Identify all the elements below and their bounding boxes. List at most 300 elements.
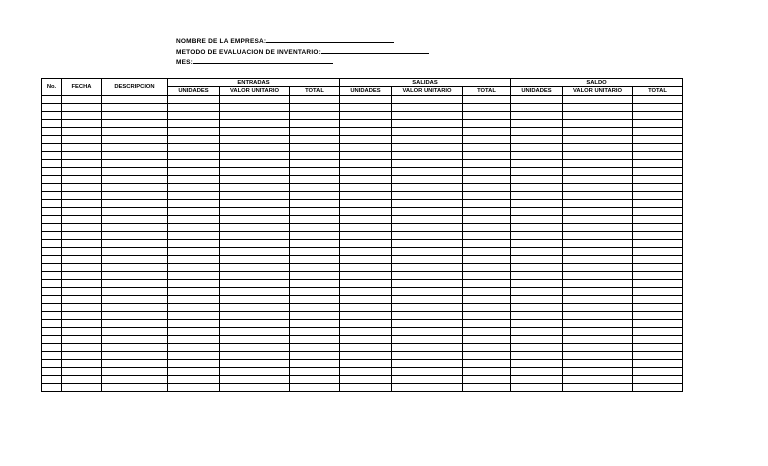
table-cell [633,248,683,256]
table-cell [563,232,633,240]
table-cell [220,160,290,168]
table-cell [220,248,290,256]
table-row [42,352,683,360]
table-cell [511,120,563,128]
table-cell [290,376,340,384]
table-cell [563,256,633,264]
table-cell [511,128,563,136]
table-cell [511,360,563,368]
table-cell [62,152,102,160]
table-cell [511,200,563,208]
table-cell [102,344,168,352]
table-cell [290,96,340,104]
table-cell [463,256,511,264]
table-cell [392,216,463,224]
table-cell [168,208,220,216]
table-cell [42,168,62,176]
table-cell [340,232,392,240]
table-cell [102,128,168,136]
table-cell [42,96,62,104]
table-cell [62,224,102,232]
table-cell [220,208,290,216]
table-cell [102,168,168,176]
table-cell [633,264,683,272]
table-cell [511,176,563,184]
table-cell [633,184,683,192]
table-cell [392,120,463,128]
table-cell [102,336,168,344]
table-cell [340,128,392,136]
table-row [42,208,683,216]
table-cell [62,112,102,120]
table-cell [511,96,563,104]
table-cell [220,184,290,192]
table-cell [340,352,392,360]
table-cell [220,280,290,288]
table-cell [168,360,220,368]
table-cell [563,336,633,344]
table-cell [290,368,340,376]
table-cell [633,136,683,144]
table-cell [633,104,683,112]
table-cell [392,272,463,280]
table-cell [340,152,392,160]
table-cell [463,240,511,248]
table-cell [168,264,220,272]
table-cell [102,248,168,256]
table-cell [220,376,290,384]
table-cell [511,280,563,288]
table-cell [102,112,168,120]
table-cell [511,288,563,296]
table-cell [392,176,463,184]
table-cell [511,192,563,200]
table-cell [42,224,62,232]
salidas-valor-unitario-header: VALOR UNITARIO [392,87,463,96]
table-cell [633,192,683,200]
empresa-row [176,36,429,47]
table-cell [563,344,633,352]
table-cell [340,104,392,112]
table-cell [102,96,168,104]
table-cell [563,200,633,208]
table-cell [511,304,563,312]
table-cell [62,320,102,328]
table-row [42,280,683,288]
table-row [42,184,683,192]
table-cell [392,360,463,368]
mes-label: MES: [176,59,194,66]
table-row [42,136,683,144]
table-cell [340,272,392,280]
table-cell [633,368,683,376]
table-cell [633,208,683,216]
table-cell [290,232,340,240]
table-cell [102,280,168,288]
table-cell [168,96,220,104]
table-cell [220,128,290,136]
table-cell [563,192,633,200]
table-cell [220,304,290,312]
table-cell [102,360,168,368]
table-cell [633,144,683,152]
table-cell [102,328,168,336]
table-cell [563,224,633,232]
table-cell [290,136,340,144]
table-cell [62,272,102,280]
table-cell [42,312,62,320]
table-cell [62,160,102,168]
table-cell [290,312,340,320]
table-cell [168,272,220,280]
table-cell [633,168,683,176]
table-cell [42,272,62,280]
table-cell [392,168,463,176]
table-row [42,296,683,304]
table-cell [102,312,168,320]
table-cell [463,304,511,312]
table-cell [102,104,168,112]
table-cell [62,184,102,192]
table-row [42,344,683,352]
saldo-unidades-header: UNIDADES [511,87,563,96]
table-cell [42,112,62,120]
table-cell [392,96,463,104]
table-cell [511,376,563,384]
table-cell [340,384,392,392]
table-row [42,200,683,208]
table-cell [463,120,511,128]
table-cell [511,232,563,240]
table-cell [392,264,463,272]
table-cell [633,224,683,232]
table-cell [62,176,102,184]
table-cell [633,336,683,344]
table-cell [463,368,511,376]
table-cell [340,320,392,328]
table-cell [62,192,102,200]
table-cell [168,192,220,200]
table-cell [633,120,683,128]
table-cell [633,256,683,264]
table-cell [463,168,511,176]
table-cell [102,184,168,192]
table-cell [168,336,220,344]
table-cell [62,256,102,264]
table-cell [168,216,220,224]
table-cell [102,296,168,304]
table-cell [220,368,290,376]
table-cell [290,328,340,336]
table-cell [290,256,340,264]
table-cell [563,144,633,152]
table-cell [340,208,392,216]
table-cell [340,112,392,120]
table-cell [168,184,220,192]
table-cell [220,120,290,128]
table-cell [102,224,168,232]
table-cell [42,352,62,360]
entradas-total-header: TOTAL [290,87,340,96]
salidas-unidades-header: UNIDADES [340,87,392,96]
table-cell [62,368,102,376]
table-cell [290,160,340,168]
table-cell [340,184,392,192]
table-cell [340,192,392,200]
table-cell [220,344,290,352]
table-cell [392,160,463,168]
table-cell [102,256,168,264]
table-cell [168,144,220,152]
table-cell [392,208,463,216]
table-cell [511,152,563,160]
table-cell [290,384,340,392]
table-cell [340,120,392,128]
table-cell [168,344,220,352]
table-cell [168,256,220,264]
table-row [42,240,683,248]
table-cell [392,232,463,240]
table-cell [563,176,633,184]
table-cell [62,136,102,144]
entradas-unidades-header: UNIDADES [168,87,220,96]
table-cell [290,152,340,160]
table-cell [42,368,62,376]
table-cell [511,104,563,112]
empresa-label: NOMBRE DE LA EMPRESA: [176,38,267,45]
table-cell [102,160,168,168]
table-cell [62,288,102,296]
table-cell [42,192,62,200]
table-cell [168,288,220,296]
table-cell [220,360,290,368]
table-cell [392,256,463,264]
table-cell [62,360,102,368]
table-cell [463,320,511,328]
col-header-no: No. [42,79,62,96]
table-cell [463,344,511,352]
table-cell [633,280,683,288]
table-cell [42,144,62,152]
table-cell [42,328,62,336]
table-row [42,256,683,264]
table-cell [102,120,168,128]
table-cell [392,336,463,344]
table-cell [220,192,290,200]
table-cell [392,376,463,384]
table-cell [392,288,463,296]
table-cell [633,352,683,360]
table-cell [633,312,683,320]
table-cell [102,352,168,360]
table-cell [563,360,633,368]
table-cell [42,216,62,224]
table-cell [340,280,392,288]
table-cell [290,344,340,352]
table-cell [290,224,340,232]
table-row [42,216,683,224]
table-cell [633,200,683,208]
table-cell [168,368,220,376]
table-cell [511,344,563,352]
table-cell [340,376,392,384]
table-cell [62,144,102,152]
table-cell [563,184,633,192]
table-cell [168,200,220,208]
table-cell [168,168,220,176]
table-cell [463,312,511,320]
table-cell [392,184,463,192]
table-cell [511,272,563,280]
table-cell [220,312,290,320]
table-cell [102,320,168,328]
table-cell [463,104,511,112]
table-row [42,144,683,152]
table-cell [290,184,340,192]
table-cell [168,160,220,168]
table-cell [511,144,563,152]
table-cell [220,176,290,184]
table-row [42,384,683,392]
table-row [42,376,683,384]
table-cell [340,304,392,312]
table-cell [102,176,168,184]
table-cell [563,248,633,256]
table-cell [220,272,290,280]
table-cell [633,152,683,160]
form-header [176,36,429,68]
table-cell [220,112,290,120]
table-cell [340,256,392,264]
table-row [42,232,683,240]
table-cell [42,152,62,160]
col-header-fecha: FECHA [62,79,102,96]
table-cell [392,136,463,144]
table-cell [563,320,633,328]
mes-row [176,57,429,68]
table-cell [340,360,392,368]
table-cell [168,280,220,288]
table-cell [463,248,511,256]
table-cell [633,160,683,168]
table-row [42,264,683,272]
table-cell [168,320,220,328]
metodo-label: METODO DE EVALUACION DE INVENTARIO: [176,48,321,56]
table-cell [392,248,463,256]
table-cell [290,176,340,184]
table-cell [220,296,290,304]
table-cell [563,216,633,224]
table-cell [633,232,683,240]
table-cell [168,104,220,112]
table-cell [340,344,392,352]
table-cell [511,256,563,264]
table-cell [42,296,62,304]
group-header-entradas: ENTRADAS [168,79,340,87]
table-cell [168,352,220,360]
table-cell [511,320,563,328]
table-cell [340,368,392,376]
table-cell [42,344,62,352]
table-cell [392,352,463,360]
table-cell [220,200,290,208]
table-cell [340,264,392,272]
table-cell [511,384,563,392]
table-cell [340,312,392,320]
table-cell [392,328,463,336]
table-cell [42,264,62,272]
table-cell [62,352,102,360]
table-cell [340,288,392,296]
table-cell [220,288,290,296]
table-cell [42,128,62,136]
table-cell [62,296,102,304]
table-cell [42,376,62,384]
table-cell [340,144,392,152]
table-cell [563,376,633,384]
table-cell [290,336,340,344]
table-cell [563,288,633,296]
table-cell [340,336,392,344]
table-cell [42,288,62,296]
table-cell [463,352,511,360]
table-cell [62,104,102,112]
table-cell [340,96,392,104]
table-cell [463,176,511,184]
kardex-table [41,78,683,392]
table-cell [290,248,340,256]
table-cell [511,264,563,272]
table-cell [463,280,511,288]
table-cell [42,184,62,192]
table-cell [511,240,563,248]
table-cell [633,344,683,352]
table-cell [511,336,563,344]
table-cell [62,312,102,320]
table-cell [511,168,563,176]
table-row [42,168,683,176]
table-cell [290,216,340,224]
table-cell [392,368,463,376]
table-cell [392,224,463,232]
table-cell [168,328,220,336]
table-cell [392,200,463,208]
table-cell [563,240,633,248]
table-cell [168,296,220,304]
table-cell [42,208,62,216]
table-cell [168,240,220,248]
table-cell [340,216,392,224]
table-row [42,320,683,328]
table-cell [290,128,340,136]
table-row [42,336,683,344]
table-row [42,224,683,232]
table-cell [42,384,62,392]
table-cell [563,168,633,176]
table-cell [463,272,511,280]
table-cell [511,312,563,320]
table-cell [463,184,511,192]
table-cell [220,336,290,344]
table-cell [290,272,340,280]
table-row [42,368,683,376]
table-cell [511,160,563,168]
table-cell [290,296,340,304]
table-cell [563,384,633,392]
table-cell [511,184,563,192]
metodo-blank [321,47,429,54]
table-cell [168,152,220,160]
